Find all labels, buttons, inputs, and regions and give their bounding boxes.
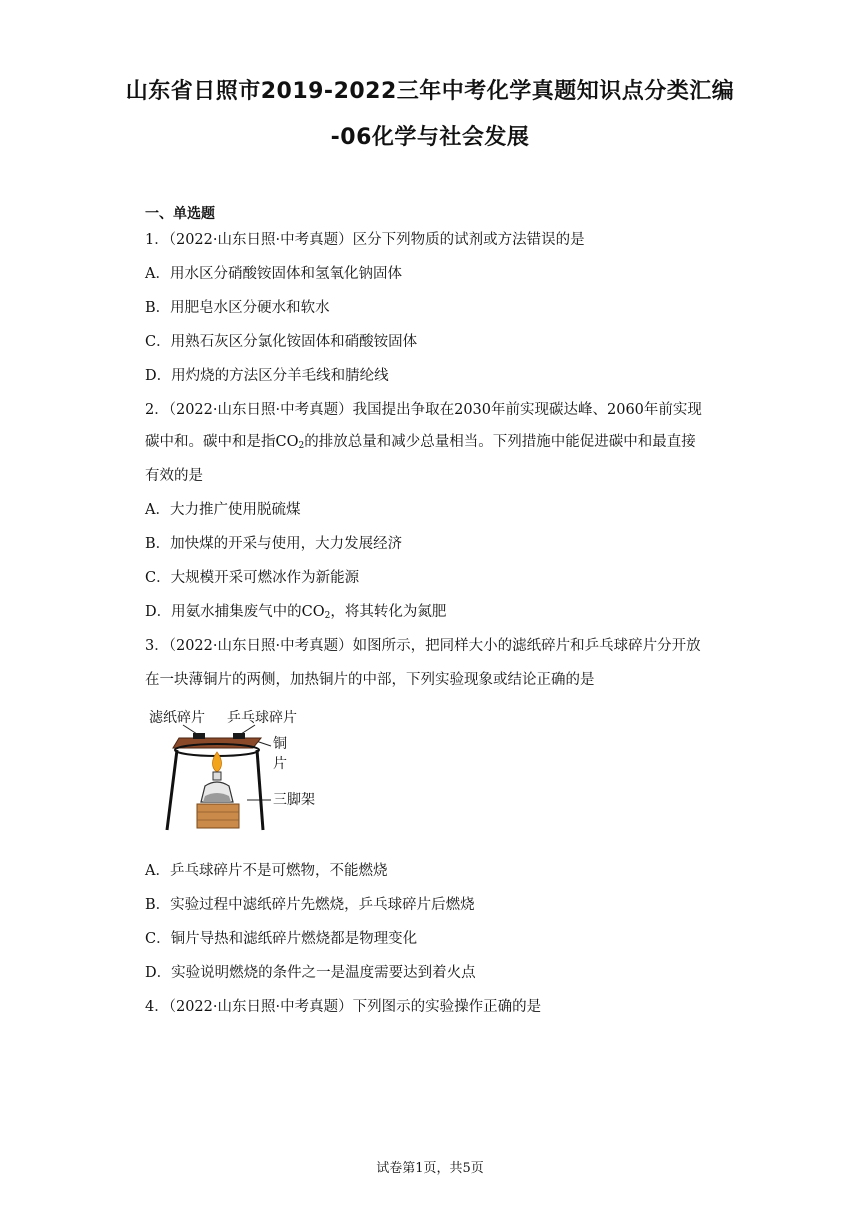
pointer-pingpong [241,725,255,734]
q2-stem-line1: 2．（2022·山东日照·中考真题）我国提出争取在2030年前实现碳达峰、2060年前实现 [145,402,702,418]
q3-option-c: C．铜片导热和滤纸碎片燃烧都是物理变化 [145,931,418,947]
q2-option-d-text-cont: ，将其转化为氮肥 [330,604,447,620]
q3-stem-line2: 在一块薄铜片的两侧，加热铜片的中部，下列实验现象或结论正确的是 [145,672,595,688]
page-footer: 试卷第1页，共5页 [376,1161,484,1176]
tripod-leg-left [167,750,177,830]
label-copper-1: 铜 [273,736,287,752]
q3-stem-line1: 3．（2022·山东日照·中考真题）如图所示，把同样大小的滤纸碎片和乒乓球碎片分开放 [145,638,701,654]
q1-option-b: B．用肥皂水区分硬水和软水 [145,300,330,316]
q2-option-d [145,602,446,626]
q3-option-b: B．实验过程中滤纸碎片先燃烧，乒乓球碎片后燃烧 [145,897,475,913]
q1-option-d: D．用灼烧的方法区分羊毛线和腈纶线 [145,368,389,384]
pointer-filter [183,725,197,734]
lamp-wick-holder [213,772,221,780]
q1-stem: 1．（2022·山东日照·中考真题）区分下列物质的试剂或方法错误的是 [145,232,585,248]
q2-option-d-subscript: 2 [324,611,331,621]
q3-option-d: D．实验说明燃烧的条件之一是温度需要达到着火点 [145,965,476,981]
q2-stem-line2 [145,432,696,456]
tripod-leg-right [257,750,263,830]
label-pingpong: 乒乓球碎片 [227,710,297,726]
q3-option-a: A．乒乓球碎片不是可燃物，不能燃烧 [145,863,388,879]
section-heading: 一、单选题 [145,206,215,222]
filter-paper-fragment [193,733,205,739]
label-tripod: 三脚架 [273,792,315,808]
label-filter-paper: 滤纸碎片 [149,710,205,726]
q2-stem-text: 碳中和。碳中和是指CO [145,434,299,450]
q2-stem-subscript: 2 [298,441,305,451]
q4-stem: 4．（2022·山东日照·中考真题）下列图示的实验操作正确的是 [145,999,542,1015]
q2-stem-text-cont: 的排放总量和减少总量相当。下列措施中能促进碳中和最直接 [304,434,696,450]
q1-option-a: A．用水区分硝酸铵固体和氢氧化钠固体 [145,266,402,282]
q2-stem-line3: 有效的是 [145,468,203,484]
document-title-line1: 山东省日照市2019-2022三年中考化学真题知识点分类汇编 [125,79,735,104]
document-title-line2: -06化学与社会发展 [330,125,530,150]
pingpong-fragment [233,733,245,739]
q1-option-c: C．用熟石灰区分氯化铵固体和硝酸铵固体 [145,334,418,350]
q2-option-d-text: D．用氨水捕集废气中的CO [145,604,325,620]
copper-sheet-experiment-figure [145,706,345,836]
q2-option-b: B．加快煤的开采与使用，大力发展经济 [145,536,403,552]
q2-option-c: C．大规模开采可燃冰作为新能源 [145,570,360,586]
wooden-block [197,804,239,828]
q2-option-a: A．大力推广使用脱硫煤 [145,502,301,518]
label-copper-2: 片 [273,756,287,772]
